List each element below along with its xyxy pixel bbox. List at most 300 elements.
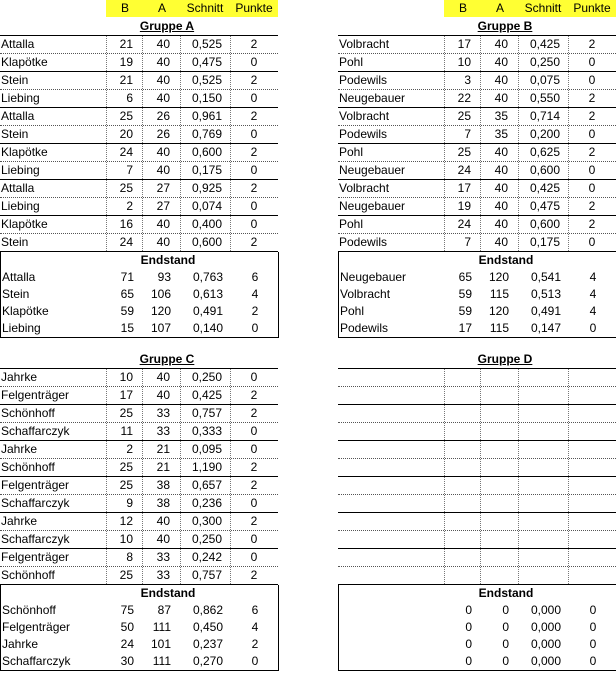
column-divider [444, 162, 445, 179]
schnitt-value: 0,925 [191, 181, 222, 195]
schnitt-value: 0,147 [530, 321, 561, 335]
b-value: 25 [119, 181, 133, 195]
endstand-box [338, 252, 616, 338]
group-panel-b [338, 18, 616, 338]
a-value: 21 [156, 460, 170, 474]
b-value: 7 [464, 127, 471, 141]
column-divider [230, 90, 231, 107]
punkte-value: 0 [250, 550, 258, 564]
match-row [0, 387, 278, 405]
standing-row [339, 269, 616, 286]
b-value: 19 [119, 55, 133, 69]
column-divider [480, 459, 481, 476]
player-name: Schönhoff [1, 460, 55, 474]
column-divider [568, 180, 569, 197]
a-value: 40 [494, 199, 508, 213]
column-divider [180, 369, 181, 386]
column-divider [444, 216, 445, 233]
schnitt-value: 0,140 [192, 321, 223, 335]
schnitt-value: 0,491 [530, 304, 561, 318]
column-divider [480, 369, 481, 386]
b-value: 25 [119, 406, 133, 420]
schnitt-value [518, 405, 560, 422]
b-value [444, 387, 471, 404]
match-row [0, 216, 278, 234]
column-divider [444, 405, 445, 422]
punkte-value: 4 [251, 620, 259, 634]
a-value: 0 [502, 637, 509, 651]
b-value: 7 [464, 235, 471, 249]
punkte-value: 0 [250, 424, 258, 438]
column-divider [180, 234, 181, 251]
column-divider [230, 387, 231, 404]
schnitt-value: 0,625 [529, 145, 560, 159]
a-value: 0 [502, 603, 509, 617]
column-divider [444, 441, 445, 458]
player-name: Volbracht [339, 109, 390, 123]
player-name [339, 531, 444, 548]
column-divider [230, 180, 231, 197]
player-name: Schaffarczyk [1, 532, 70, 546]
match-row [0, 144, 278, 162]
a-value: 40 [494, 37, 508, 51]
column-divider [444, 198, 445, 215]
column-divider [518, 495, 519, 512]
column-divider [444, 459, 445, 476]
column-divider [568, 36, 569, 53]
standing-row [339, 636, 616, 653]
b-value [444, 567, 471, 584]
column-divider [106, 108, 107, 125]
column-divider [230, 234, 231, 251]
punkte-value: 0 [589, 620, 597, 634]
punkte-value: 2 [250, 406, 258, 420]
column-divider [180, 54, 181, 71]
column-divider [480, 180, 481, 197]
endstand-title: Endstand [478, 586, 534, 600]
punkte-value [568, 423, 616, 440]
punkte-value: 2 [250, 460, 258, 474]
column-divider [518, 369, 519, 386]
punkte-value: 0 [588, 163, 596, 177]
column-divider [518, 441, 519, 458]
column-divider [180, 567, 181, 584]
column-divider [444, 549, 445, 566]
column-divider [142, 567, 143, 584]
column-divider [480, 36, 481, 53]
match-row [0, 162, 278, 180]
column-divider [106, 369, 107, 386]
b-value: 24 [457, 163, 471, 177]
column-divider [230, 459, 231, 476]
schnitt-value: 0,961 [191, 109, 222, 123]
schnitt-value [518, 531, 560, 548]
column-divider [142, 405, 143, 422]
column-divider [480, 477, 481, 494]
column-divider [518, 198, 519, 215]
b-value: 25 [457, 109, 471, 123]
schnitt-value: 0,600 [191, 145, 222, 159]
match-row [338, 72, 616, 90]
column-divider [518, 513, 519, 530]
match-row [0, 72, 278, 90]
a-value: 33 [156, 406, 170, 420]
column-divider [142, 144, 143, 161]
column-divider [230, 216, 231, 233]
match-row [338, 441, 616, 459]
player-name: Volbracht [340, 287, 391, 301]
match-row [0, 477, 278, 495]
b-value [444, 405, 471, 422]
header-a: A [482, 0, 518, 17]
b-value: 19 [457, 199, 471, 213]
a-value: 40 [494, 145, 508, 159]
schnitt-value: 0,000 [530, 637, 561, 651]
match-row [0, 126, 278, 144]
column-divider [106, 90, 107, 107]
a-value: 111 [152, 620, 171, 634]
match-row [0, 567, 278, 585]
column-divider [568, 549, 569, 566]
b-value: 10 [119, 370, 133, 384]
punkte-value: 2 [588, 145, 596, 159]
column-divider [518, 90, 519, 107]
endstand-title-row [339, 585, 616, 602]
schnitt-value [518, 567, 560, 584]
player-name: Stein [2, 287, 30, 301]
punkte-value [568, 459, 616, 476]
b-value: 65 [458, 270, 472, 284]
standing-row [339, 320, 616, 337]
schnitt-value: 0,400 [191, 217, 222, 231]
column-divider [106, 216, 107, 233]
b-value: 9 [126, 496, 133, 510]
b-value: 50 [120, 620, 134, 634]
player-name: Neugebauer [339, 163, 406, 177]
a-value: 40 [494, 55, 508, 69]
b-value: 71 [120, 270, 134, 284]
column-divider [518, 531, 519, 548]
a-value: 33 [156, 424, 170, 438]
b-value: 24 [120, 637, 134, 651]
schnitt-value: 0,175 [529, 235, 560, 249]
punkte-value: 2 [250, 73, 258, 87]
match-row [338, 126, 616, 144]
b-value: 20 [119, 127, 133, 141]
column-divider [106, 513, 107, 530]
column-divider [180, 216, 181, 233]
column-divider [230, 144, 231, 161]
player-name: Pohl [340, 304, 365, 318]
a-value [480, 405, 508, 422]
a-value: 120 [488, 270, 509, 284]
schnitt-value [518, 549, 560, 566]
column-divider [518, 108, 519, 125]
schnitt-value: 0,250 [191, 370, 222, 384]
match-row [0, 405, 278, 423]
schnitt-value: 0,200 [529, 127, 560, 141]
column-divider [568, 423, 569, 440]
column-divider [106, 531, 107, 548]
column-divider [568, 459, 569, 476]
column-divider [180, 549, 181, 566]
player-name [339, 369, 444, 386]
punkte-value: 0 [588, 55, 596, 69]
standing-row [339, 653, 616, 670]
schnitt-value: 0,757 [191, 568, 222, 582]
a-value: 35 [494, 127, 508, 141]
a-value: 40 [494, 91, 508, 105]
a-value: 27 [156, 199, 170, 213]
column-divider [230, 549, 231, 566]
a-value: 93 [157, 270, 171, 284]
punkte-value [568, 567, 616, 584]
punkte-value: 0 [250, 163, 258, 177]
punkte-value: 0 [588, 181, 596, 195]
header-left [0, 0, 278, 17]
a-value: 40 [156, 217, 170, 231]
column-divider [230, 531, 231, 548]
a-value: 40 [494, 181, 508, 195]
match-row [338, 36, 616, 54]
column-divider [444, 495, 445, 512]
b-value: 17 [457, 181, 471, 195]
group-title: Gruppe B [477, 19, 533, 33]
group-title-row [0, 18, 278, 36]
header-punkte: Punkte [568, 0, 616, 17]
a-value: 40 [156, 145, 170, 159]
endstand-box [338, 585, 616, 671]
player-name: Schönhoff [2, 603, 56, 617]
column-divider [106, 180, 107, 197]
punkte-value: 2 [251, 637, 259, 651]
column-divider [444, 369, 445, 386]
schnitt-value: 0,237 [192, 637, 223, 651]
column-divider [480, 108, 481, 125]
column-divider [568, 216, 569, 233]
b-value: 59 [458, 287, 472, 301]
header-punkte: Punkte [230, 0, 278, 17]
match-row [338, 198, 616, 216]
b-value [444, 459, 471, 476]
column-divider [142, 54, 143, 71]
b-value: 59 [458, 304, 472, 318]
a-value [480, 387, 508, 404]
column-divider [230, 36, 231, 53]
column-divider [230, 369, 231, 386]
column-divider [480, 387, 481, 404]
b-value: 25 [119, 568, 133, 582]
column-divider [106, 567, 107, 584]
a-value: 40 [494, 73, 508, 87]
schnitt-value: 0,450 [192, 620, 223, 634]
punkte-value: 4 [589, 287, 597, 301]
a-value: 87 [157, 603, 171, 617]
player-name: Pohl [339, 145, 364, 159]
match-row [0, 549, 278, 567]
a-value [480, 549, 508, 566]
column-divider [480, 567, 481, 584]
b-value: 22 [457, 91, 471, 105]
b-value [444, 531, 471, 548]
match-row [0, 531, 278, 549]
match-row [338, 144, 616, 162]
endstand-title-row [1, 252, 278, 269]
b-value: 25 [457, 145, 471, 159]
match-row [338, 180, 616, 198]
column-divider [568, 567, 569, 584]
column-divider [106, 459, 107, 476]
column-divider [480, 531, 481, 548]
match-row [0, 423, 278, 441]
match-row [0, 108, 278, 126]
schnitt-value: 0,475 [529, 199, 560, 213]
b-value: 10 [119, 532, 133, 546]
group-panel-c [0, 351, 278, 671]
column-divider [444, 513, 445, 530]
b-value: 30 [120, 654, 134, 668]
punkte-value: 0 [589, 603, 597, 617]
column-divider [142, 162, 143, 179]
column-divider [518, 423, 519, 440]
punkte-value: 2 [250, 37, 258, 51]
endstand-title: Endstand [140, 586, 196, 600]
group-title: Gruppe A [139, 19, 195, 33]
a-value: 38 [156, 496, 170, 510]
punkte-value: 0 [251, 654, 259, 668]
match-row [338, 216, 616, 234]
column-divider [444, 72, 445, 89]
player-name [339, 477, 444, 494]
a-value: 111 [152, 654, 171, 668]
b-value [444, 495, 471, 512]
schnitt-value: 0,757 [191, 406, 222, 420]
punkte-value: 2 [250, 568, 258, 582]
b-value: 25 [119, 109, 133, 123]
column-divider [142, 423, 143, 440]
punkte-value: 2 [250, 181, 258, 195]
column-divider [106, 549, 107, 566]
column-divider [106, 54, 107, 71]
endstand-title: Endstand [140, 253, 196, 267]
a-value: 40 [156, 514, 170, 528]
group-title-row [0, 351, 278, 369]
a-value: 40 [156, 37, 170, 51]
player-name: Attalla [1, 181, 35, 195]
schnitt-value: 0,000 [530, 603, 561, 617]
column-divider [480, 72, 481, 89]
schnitt-value: 0,333 [191, 424, 222, 438]
punkte-value: 0 [251, 321, 259, 335]
match-row [338, 387, 616, 405]
punkte-value: 0 [250, 496, 258, 510]
schnitt-value: 1,190 [191, 460, 222, 474]
endstand-box [0, 585, 279, 671]
endstand-title-row [1, 585, 278, 602]
a-value: 33 [156, 568, 170, 582]
column-divider [518, 54, 519, 71]
column-divider [142, 387, 143, 404]
match-row [0, 441, 278, 459]
column-divider [518, 162, 519, 179]
column-divider [180, 126, 181, 143]
schnitt-value [518, 441, 560, 458]
player-name: Attalla [2, 270, 36, 284]
player-name: Liebing [2, 321, 41, 335]
a-value: 40 [494, 217, 508, 231]
punkte-value [568, 477, 616, 494]
column-divider [142, 234, 143, 251]
punkte-value: 2 [251, 304, 259, 318]
column-divider [180, 495, 181, 512]
punkte-value [568, 369, 616, 386]
a-value: 27 [156, 181, 170, 195]
player-name: Pohl [339, 55, 364, 69]
column-divider [142, 36, 143, 53]
b-value [444, 513, 471, 530]
b-value: 8 [126, 550, 133, 564]
punkte-value [568, 531, 616, 548]
column-divider [568, 531, 569, 548]
group-title-row [338, 351, 616, 369]
schnitt-value: 0,175 [191, 163, 222, 177]
standing-row [1, 602, 278, 619]
schnitt-value: 0,862 [192, 603, 223, 617]
b-value: 65 [120, 287, 134, 301]
a-value: 120 [150, 304, 171, 318]
column-divider [106, 198, 107, 215]
column-divider [106, 144, 107, 161]
standing-row [1, 286, 278, 303]
column-divider [480, 495, 481, 512]
schnitt-value [518, 477, 560, 494]
column-divider [444, 567, 445, 584]
column-divider [444, 126, 445, 143]
a-value [480, 513, 508, 530]
player-name: Schaffarczyk [1, 496, 70, 510]
b-value: 17 [457, 37, 471, 51]
column-divider [106, 126, 107, 143]
match-row [0, 36, 278, 54]
player-name: Klapötke [1, 217, 48, 231]
player-name [339, 405, 444, 422]
punkte-value: 0 [250, 532, 258, 546]
column-divider [106, 441, 107, 458]
column-divider [142, 531, 143, 548]
column-divider [142, 198, 143, 215]
header-schnitt: Schnitt [518, 0, 568, 17]
group-title: Gruppe D [477, 352, 533, 366]
a-value: 40 [156, 73, 170, 87]
column-divider [230, 495, 231, 512]
player-name: Liebing [1, 91, 40, 105]
player-name: Stein [1, 127, 29, 141]
punkte-value: 0 [589, 637, 597, 651]
a-value: 115 [489, 287, 509, 301]
player-name: Podewils [340, 321, 389, 335]
punkte-value: 0 [250, 127, 258, 141]
player-name: Felgenträger [1, 388, 70, 402]
punkte-value: 0 [589, 321, 597, 335]
group-panel-d [338, 351, 616, 671]
a-value: 101 [150, 637, 171, 651]
player-name: Felgenträger [1, 550, 70, 564]
player-name [339, 513, 444, 530]
column-divider [180, 423, 181, 440]
schnitt-value: 0,075 [529, 73, 560, 87]
column-divider [180, 180, 181, 197]
column-divider [180, 198, 181, 215]
